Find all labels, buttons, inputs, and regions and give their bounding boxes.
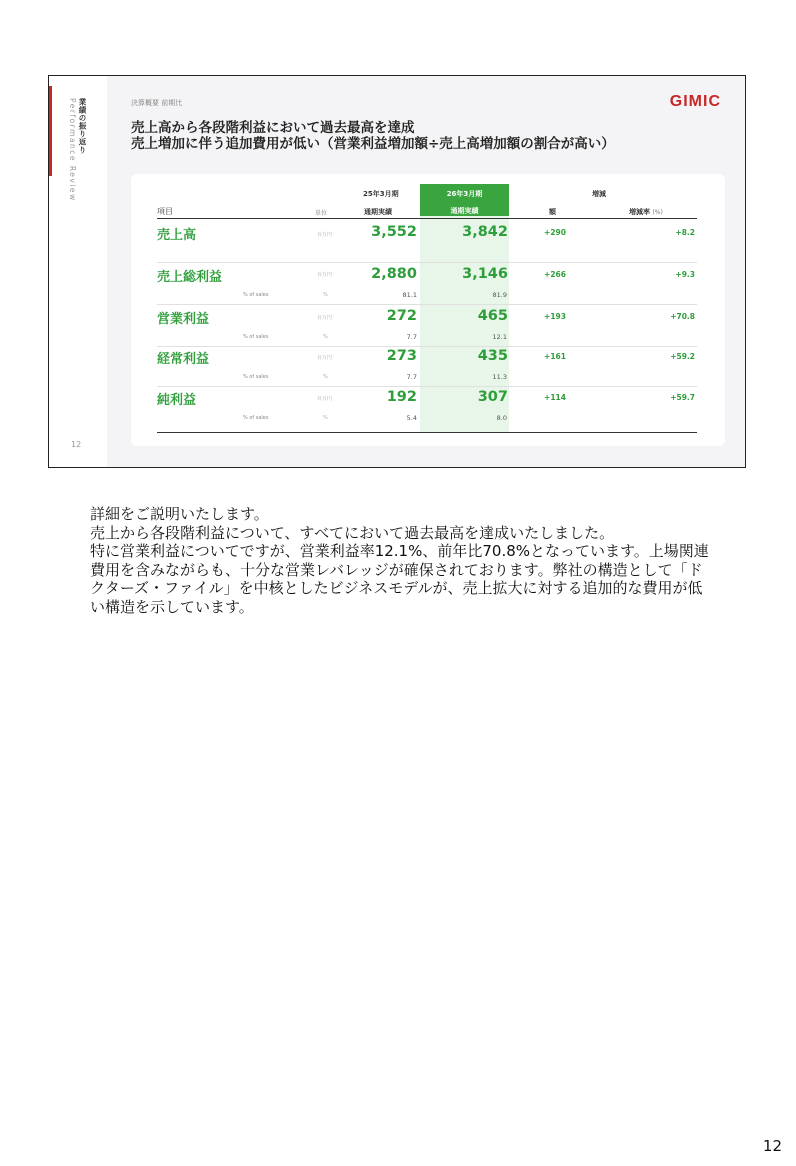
prev-actual-header: 通期実績	[364, 208, 392, 216]
sidebar-subtitle: Performance Review	[68, 98, 77, 202]
rate-header-label: 増減率	[629, 208, 650, 216]
sales-rate: +8.2	[675, 228, 695, 237]
slide-main	[107, 76, 745, 467]
note-line-3: 特に営業利益についてですが、営業利益率12.1%、前年比70.8%となっています。上場関連費用を含みながらも、十分な営業レバレッジが確保されております。弊社の構造として「ドクターズ・ファイル」を中核としたビジネスモデルが、売上拡大に対する追加的な費用が低い構造を示しています。	[90, 542, 709, 616]
ordinary-margin-prev: 7.7	[406, 373, 417, 381]
row-unit: 百万円	[317, 355, 333, 361]
rate-header-unit: (%)	[652, 209, 663, 216]
gross-margin-prev: 81.1	[402, 291, 417, 299]
sales-prev: 3,552	[371, 224, 417, 240]
sales-amount: +290	[544, 228, 566, 237]
row-label-sales: 売上高	[157, 228, 197, 243]
note-line-2: 売上から各段階利益について、すべてにおいて過去最高を達成いたしました。	[90, 523, 615, 542]
ordinary-profit-curr: 435	[477, 348, 508, 364]
amount-header: 額	[549, 208, 556, 216]
speaker-notes	[90, 505, 710, 616]
gross-profit-prev: 2,880	[371, 266, 417, 282]
operating-margin-prev: 7.7	[406, 333, 417, 341]
row-unit: 百万円	[317, 232, 333, 238]
slide-frame	[48, 75, 746, 468]
slide-page-number: 12	[71, 440, 82, 449]
pct-unit: %	[323, 415, 328, 421]
row-divider	[157, 346, 697, 347]
gross-margin-curr: 81.9	[492, 291, 507, 299]
unit-header: 単位	[315, 210, 328, 217]
gross-profit-amount: +266	[544, 270, 566, 279]
slide-headline	[131, 120, 711, 152]
ordinary-profit-prev: 273	[386, 348, 417, 364]
row-divider	[157, 386, 697, 387]
pct-unit: %	[323, 374, 328, 380]
page-number: 12	[762, 1137, 782, 1155]
net-margin-curr: 8.0	[496, 414, 507, 422]
pct-of-sales-label: % of sales	[243, 334, 269, 340]
current-actual-header: 通期実績	[450, 207, 479, 215]
sidebar-title: 業績の振り返り	[78, 98, 87, 154]
operating-profit-prev: 272	[386, 308, 417, 324]
slide-sidebar	[49, 76, 107, 467]
note-line-1: 詳細をご説明いたします。	[90, 505, 269, 523]
headline-line-1: 売上高から各段階利益において過去最高を達成	[131, 120, 415, 136]
row-unit: 百万円	[317, 272, 333, 278]
ordinary-margin-curr: 11.3	[492, 373, 507, 381]
item-header: 項目	[157, 207, 173, 216]
ordinary-profit-rate: +59.2	[670, 352, 695, 361]
row-divider	[157, 304, 697, 305]
sales-curr: 3,842	[462, 224, 508, 240]
pct-of-sales-label: % of sales	[243, 415, 269, 421]
net-profit-rate: +59.7	[670, 393, 695, 402]
net-profit-curr: 307	[477, 389, 508, 405]
sidebar-accent-bar	[49, 86, 52, 176]
pct-unit: %	[323, 334, 328, 340]
current-period-label: 26年3月期	[446, 190, 483, 198]
gross-profit-rate: +9.3	[675, 270, 695, 279]
ordinary-profit-amount: +161	[544, 352, 566, 361]
operating-margin-curr: 12.1	[492, 333, 507, 341]
row-unit: 百万円	[317, 396, 333, 402]
pct-of-sales-label: % of sales	[243, 292, 269, 298]
row-label-gross-profit: 売上総利益	[157, 270, 223, 285]
breadcrumb: 決算概要 前期比	[131, 99, 183, 107]
change-header: 増減	[592, 190, 606, 198]
net-profit-prev: 192	[386, 389, 417, 405]
operating-profit-amount: +193	[544, 312, 566, 321]
prev-period-label: 25年3月期	[363, 190, 399, 198]
operating-profit-curr: 465	[477, 308, 508, 324]
header-rule	[157, 218, 697, 219]
row-divider	[157, 262, 697, 263]
net-profit-amount: +114	[544, 393, 566, 402]
row-label-operating-profit: 営業利益	[157, 312, 210, 327]
current-period-header	[420, 184, 509, 216]
gross-profit-curr: 3,146	[462, 266, 508, 282]
row-label-ordinary-profit: 経常利益	[157, 352, 210, 367]
operating-profit-rate: +70.8	[670, 312, 695, 321]
row-label-net-profit: 純利益	[157, 393, 197, 408]
rate-header	[629, 207, 663, 217]
company-logo: GIMIC	[669, 93, 721, 110]
headline-line-2: 売上増加に伴う追加費用が低い（営業利益増加額÷売上高増加額の割合が高い）	[131, 136, 615, 152]
pct-of-sales-label: % of sales	[243, 374, 269, 380]
table-bottom-rule	[157, 432, 697, 433]
pct-unit: %	[323, 292, 328, 298]
row-unit: 百万円	[317, 315, 333, 321]
results-table	[131, 174, 725, 446]
net-margin-prev: 5.4	[406, 414, 417, 422]
